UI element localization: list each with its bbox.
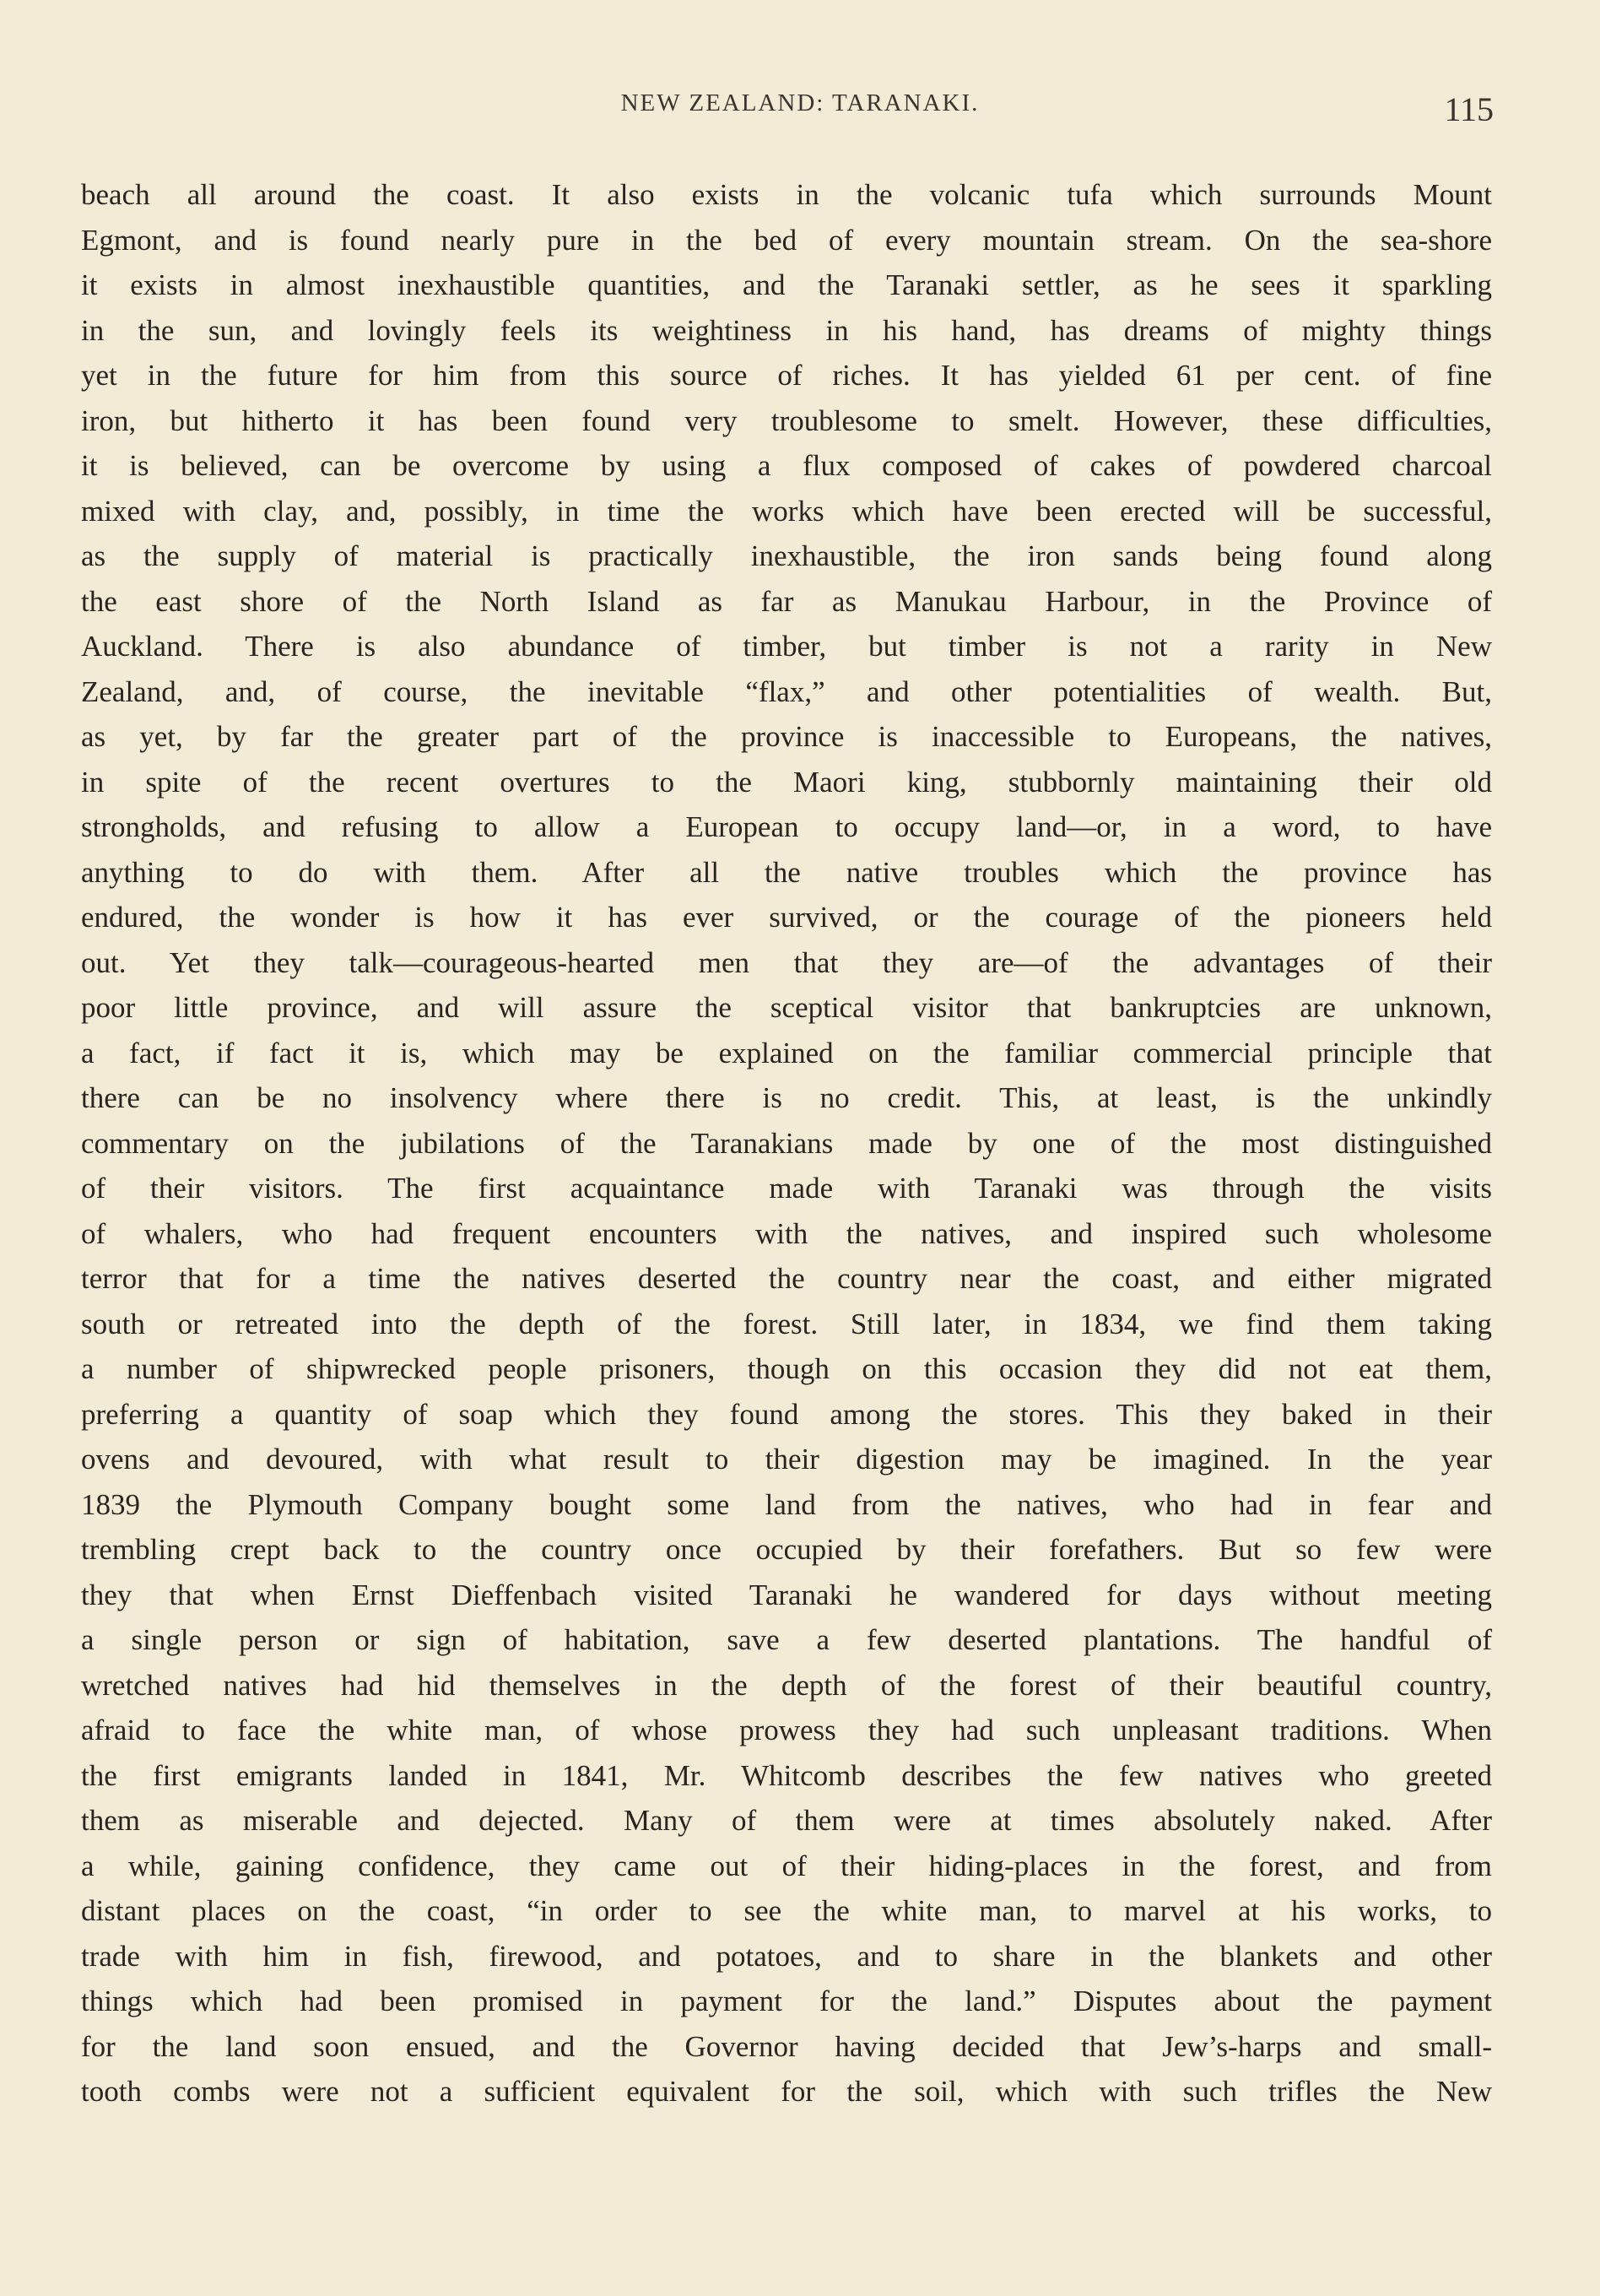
text-line: them as miserable and dejected. Many of them were at times absolutely naked. After bbox=[81, 1804, 1492, 1837]
text-line: Auckland. There is also abundance of timber, but timber is not a rarity in New bbox=[81, 630, 1492, 663]
text-line: it is believed, can be overcome by using a flux composed of cakes of powdered charcoal bbox=[81, 449, 1492, 482]
text-line: mixed with clay, and, possibly, in time the works which have been erected will be successful, bbox=[81, 494, 1492, 528]
running-title: NEW ZEALAND: TARANAKI. bbox=[620, 89, 980, 116]
body-text bbox=[81, 172, 1492, 2115]
text-line: south or retreated into the depth of the forest. Still later, in 1834, we find them taking bbox=[81, 1307, 1492, 1340]
text-line: a fact, if fact it is, which may be explained on the familiar commercial principle that bbox=[81, 1036, 1492, 1069]
text-line: strongholds, and refusing to allow a European to occupy land—or, in a word, to have bbox=[81, 810, 1492, 843]
text-line: endured, the wonder is how it has ever survived, or the courage of the pioneers held bbox=[81, 901, 1492, 934]
text-line: a while, gaining confidence, they came out of their hiding-places in the forest, and from bbox=[81, 1849, 1492, 1882]
text-line: trembling crept back to the country once occupied by their forefathers. But so few were bbox=[81, 1533, 1492, 1566]
text-line: Zealand, and, of course, the inevitable “flax,” and other potentialities of wealth. But, bbox=[81, 674, 1492, 708]
text-line: tooth combs were not a sufficient equivalent for the soil, which with such trifles the New bbox=[81, 2075, 1492, 2108]
text-line: commentary on the jubilations of the Taranakians made by one of the most distinguished bbox=[81, 1126, 1492, 1160]
text-line: wretched natives had hid themselves in the depth of the forest of their beautiful country, bbox=[81, 1668, 1492, 1702]
text-line: anything to do with them. After all the native troubles which the province has bbox=[81, 855, 1492, 889]
text-line: they that when Ernst Dieffenbach visited Taranaki he wandered for days without meeting bbox=[81, 1578, 1492, 1611]
text-line: afraid to face the white man, of whose prowess they had such unpleasant traditions. When bbox=[81, 1714, 1492, 1746]
text-line: the east shore of the North Island as far as Manukau Harbour, in the Province of bbox=[81, 584, 1492, 618]
text-line: a number of shipwrecked people prisoners, though on this occasion they did not eat them, bbox=[81, 1352, 1492, 1385]
text-line: of whalers, who had frequent encounters with the natives, and inspired such wholesome bbox=[81, 1216, 1492, 1250]
text-line: of their visitors. The first acquaintance made with Taranaki was through the visits bbox=[81, 1172, 1492, 1205]
text-line: out. Yet they talk—courageous-hearted men that they are—of the advantages of their bbox=[81, 945, 1492, 979]
text-line: poor little province, and will assure the sceptical visitor that bankruptcies are unknown, bbox=[81, 991, 1492, 1024]
text-line: the first emigrants landed in 1841, Mr. Whitcomb describes the few natives who greeted bbox=[81, 1758, 1492, 1792]
text-line: iron, but hitherto it has been found very troublesome to smelt. However, these difficulties, bbox=[81, 403, 1492, 437]
text-line: 1839 the Plymouth Company bought some land from the natives, who had in fear and bbox=[81, 1487, 1492, 1521]
text-line: distant places on the coast, “in order to see the white man, to marvel at his works, to bbox=[81, 1894, 1492, 1927]
text-line: beach all around the coast. It also exists in the volcanic tufa which surrounds Mount bbox=[81, 178, 1492, 211]
text-line: as yet, by far the greater part of the province is inaccessible to Europeans, the natives, bbox=[81, 720, 1492, 753]
text-line: preferring a quantity of soap which they found among the stores. This they baked in their bbox=[81, 1397, 1492, 1431]
text-line: Egmont, and is found nearly pure in the bed of every mountain stream. On the sea-shore bbox=[81, 223, 1492, 257]
running-head bbox=[0, 89, 1600, 128]
text-line: in the sun, and lovingly feels its weightiness in his hand, has dreams of mighty things bbox=[81, 313, 1492, 347]
text-line: ovens and devoured, with what result to their digestion may be imagined. In the year bbox=[81, 1443, 1492, 1476]
text-line: trade with him in fish, firewood, and potatoes, and to share in the blankets and other bbox=[81, 1939, 1492, 1973]
text-line: terror that for a time the natives deserted the country near the coast, and either migrated bbox=[81, 1262, 1492, 1295]
text-line: for the land soon ensued, and the Governor having decided that Jew’s-harps and small- bbox=[81, 2029, 1492, 2063]
text-line: things which had been promised in payment for the land.” Disputes about the payment bbox=[81, 1985, 1492, 2017]
text-line: there can be no insolvency where there is no credit. This, at least, is the unkindly bbox=[81, 1081, 1492, 1114]
text-line: as the supply of material is practically inexhaustible, the iron sands being found along bbox=[81, 539, 1492, 572]
text-line: a single person or sign of habitation, save a few deserted plantations. The handful of bbox=[81, 1623, 1492, 1656]
page-number: 115 bbox=[1444, 90, 1494, 128]
text-line: yet in the future for him from this source of riches. It has yielded 61 per cent. of fine bbox=[81, 359, 1492, 392]
text-line: in spite of the recent overtures to the Maori king, stubbornly maintaining their old bbox=[81, 765, 1492, 799]
text-line: it exists in almost inexhaustible quantities, and the Taranaki settler, as he sees it sparkling bbox=[81, 268, 1492, 301]
